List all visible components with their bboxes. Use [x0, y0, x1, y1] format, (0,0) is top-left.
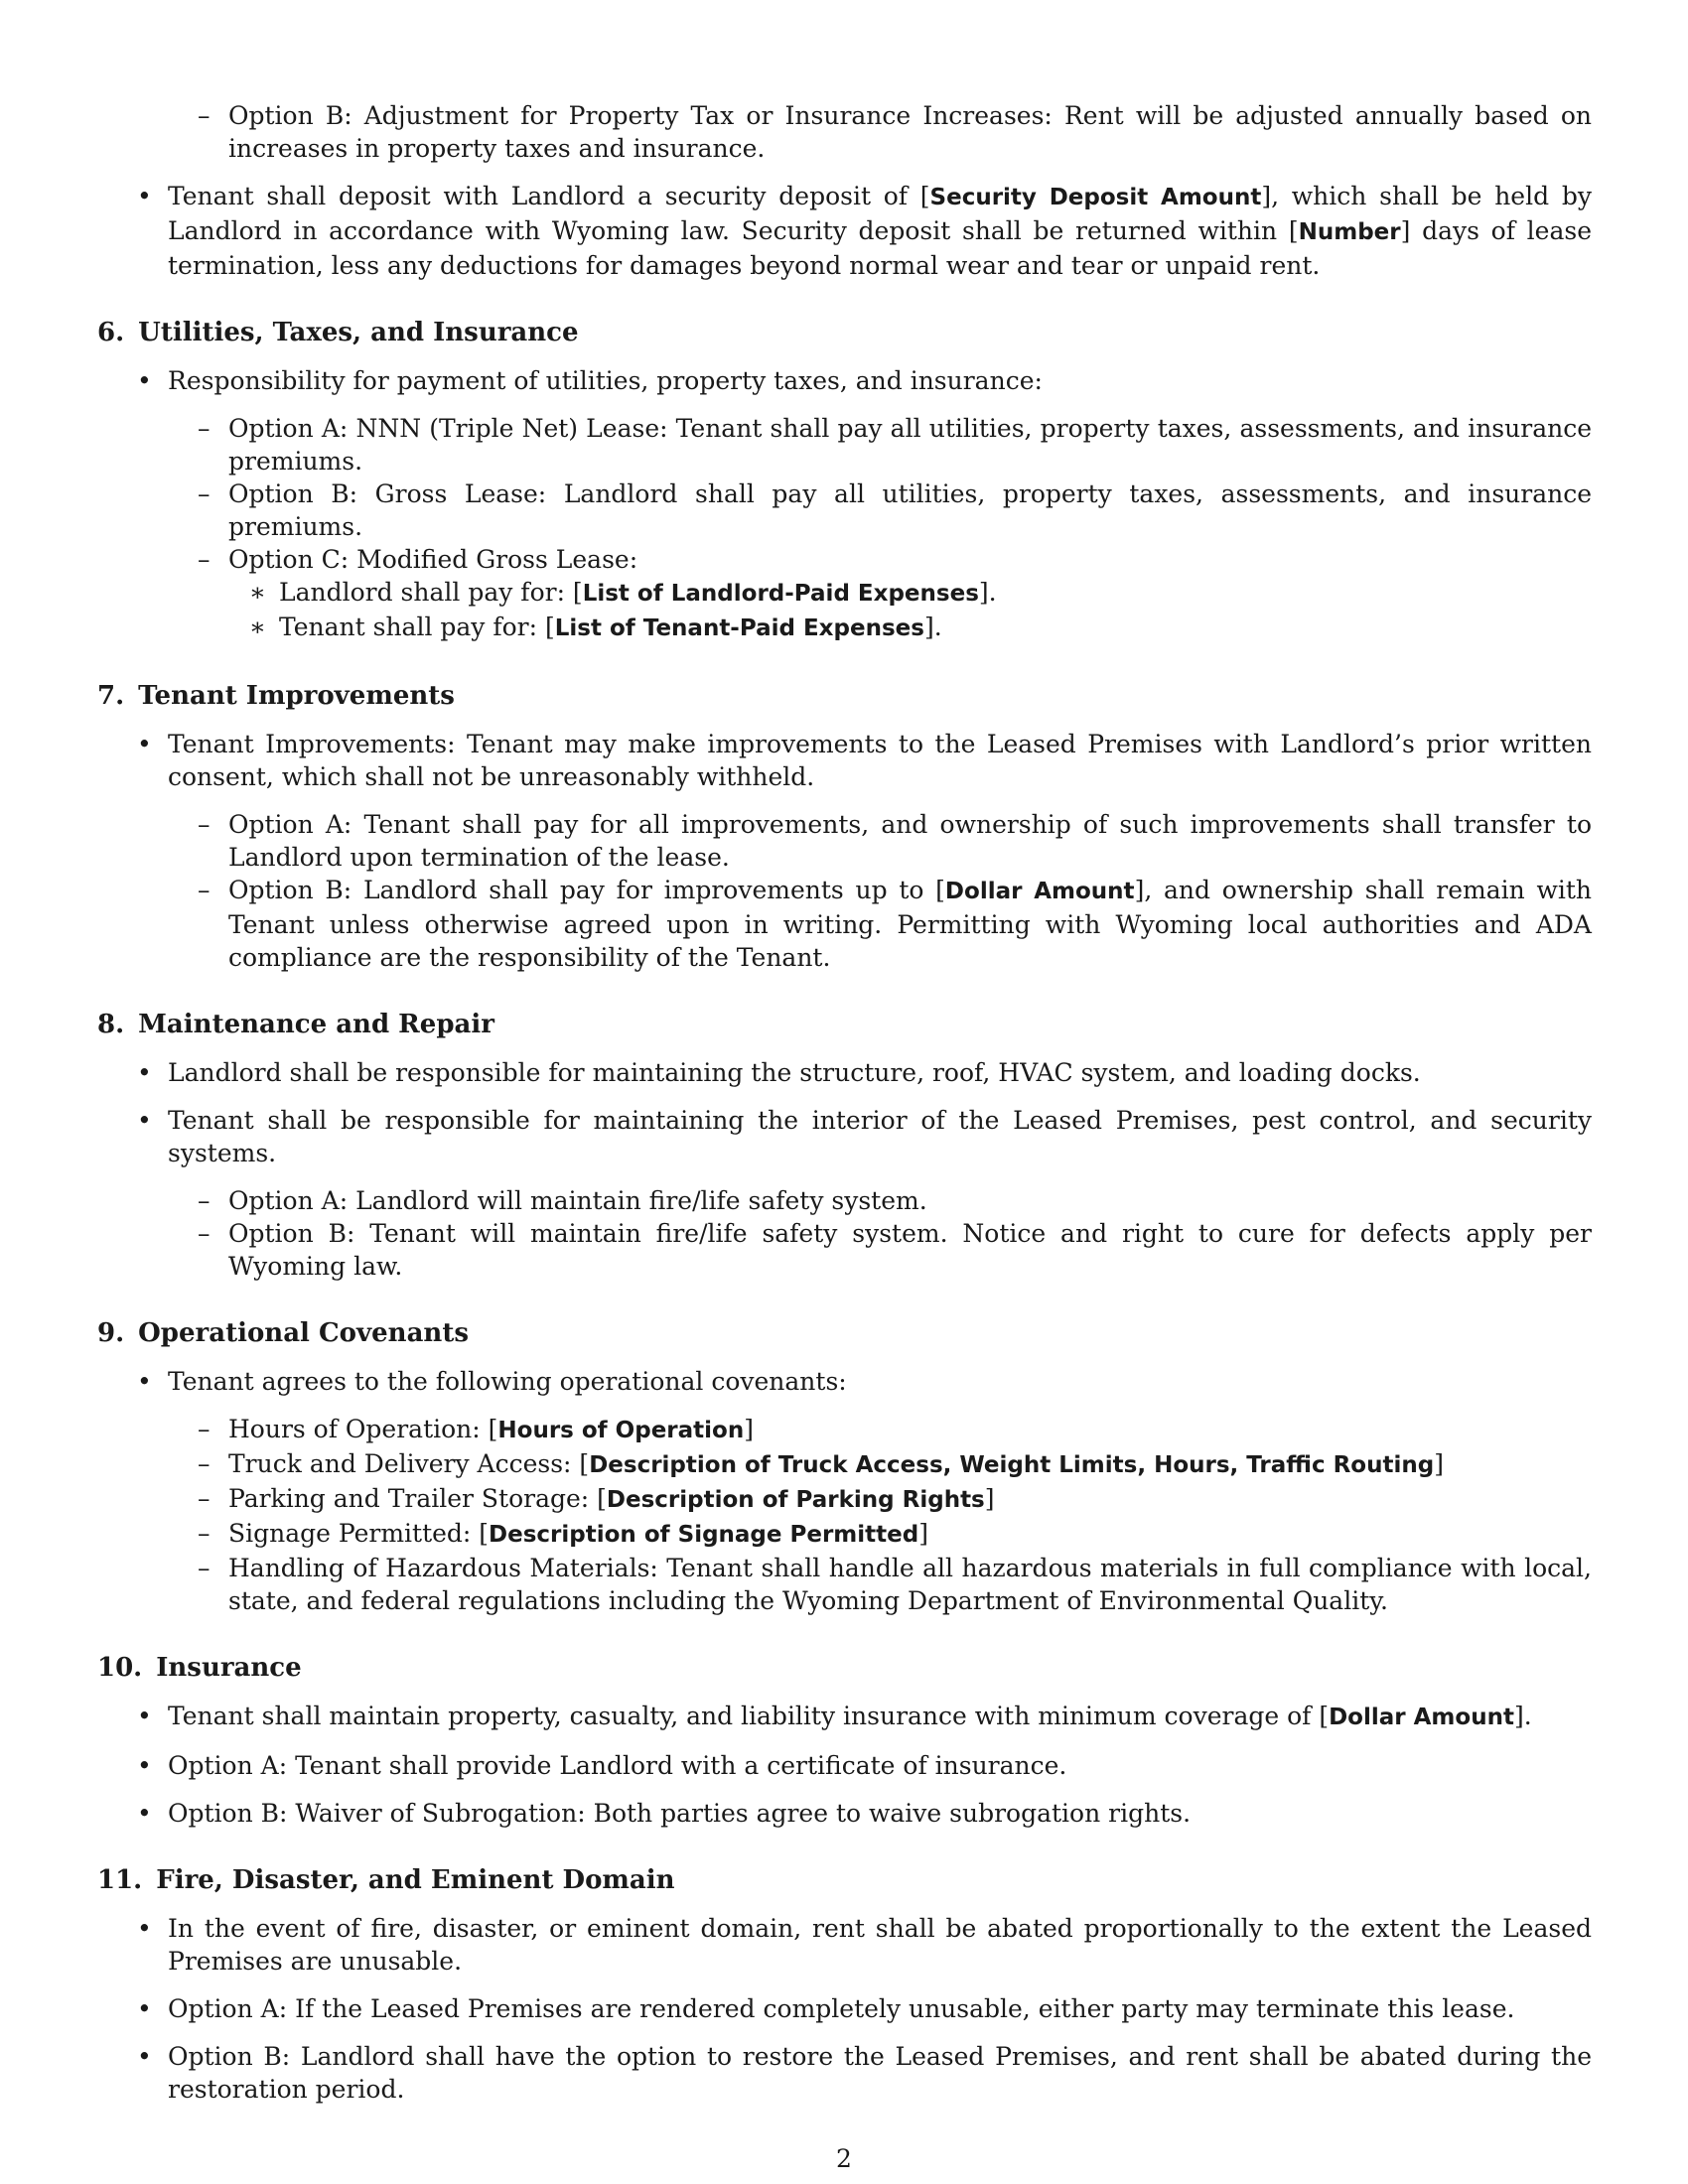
option-item: – Option C: Modified Gross Lease: — [97, 543, 1592, 576]
list-item: • Tenant shall maintain property, casualty, and liability insurance with minimum coverage of [Dollar Amount]. — [97, 1700, 1592, 1734]
document-body — [97, 99, 1592, 2140]
list-item: • Option A: Tenant shall provide Landlord with a certificate of insurance. — [97, 1749, 1592, 1782]
section-title: Maintenance and Repair — [138, 1010, 494, 1039]
option-item: – Truck and Delivery Access: [Description of Truck Access, Weight Limits, Hours, Traffic Routing] — [97, 1447, 1592, 1482]
placeholder-security-deposit-amount: Security Deposit Amount — [929, 185, 1262, 210]
placeholder-parking: Description of Parking Rights — [606, 1487, 985, 1513]
option-item: – Option B: Gross Lease: Landlord shall pay all utilities, property taxes, assessments, and insurance premiums. — [97, 478, 1592, 543]
option-item: – Option B: Landlord shall pay for improvements up to [Dollar Amount], and ownership shall remain with Tenant unless otherwise agreed upon in writing. Permitting with Wyoming local authorities and ADA compliance are the responsibility of the Tenant. — [97, 874, 1592, 974]
section-heading — [97, 1317, 1592, 1350]
section-heading — [97, 1864, 1592, 1897]
list-item: • Option A: If the Leased Premises are rendered completely unusable, either party may terminate this lease. — [97, 1992, 1592, 2025]
section-title: Tenant Improvements — [138, 681, 455, 711]
sub-option-item: ∗ Landlord shall pay for: [List of Landlord-Paid Expenses]. — [97, 576, 1592, 611]
section-11 — [97, 1864, 1592, 2106]
section-7 — [97, 680, 1592, 974]
section-6 — [97, 317, 1592, 645]
section-number: 10. — [97, 1653, 143, 1683]
list-item: • Option B: Waiver of Subrogation: Both parties agree to waive subrogation rights. — [97, 1797, 1592, 1830]
section-heading — [97, 317, 1592, 349]
section-number: 11. — [97, 1865, 143, 1895]
option-item: – Parking and Trailer Storage: [Description of Parking Rights] — [97, 1482, 1592, 1517]
placeholder-number: Number — [1298, 219, 1401, 245]
placeholder-dollar-amount: Dollar Amount — [1329, 1705, 1514, 1730]
section-5-continued — [97, 99, 1592, 282]
covenant-list — [97, 1413, 1592, 1617]
list-item: • Responsibility for payment of utilities, property taxes, and insurance: – Option A: NNN (Triple Net) Lease: Tenant shall pay all utilities, property taxes, assessments, and insurance premiums. – Option B: Gross Lease: Landlord shall pay all utilities, property taxes, assessments, and insurance premiums. – Option C: Modified Gross Lease: ∗ Landlord shall pay for: [List of Landlord-Paid Expenses]. ∗ Tenant shall pay for: [List of Tenant-Paid Expenses]. — [97, 364, 1592, 645]
rent-adjustment-options — [97, 99, 1592, 165]
rent-option-b: – Option B: Adjustment for Property Tax or Insurance Increases: Rent will be adjusted annually based on increases in property taxes and insurance. — [97, 99, 1592, 165]
section-heading — [97, 680, 1592, 713]
list-item: • Landlord shall be responsible for maintaining the structure, roof, HVAC system, and loading docks. — [97, 1056, 1592, 1089]
list-item: • Tenant Improvements: Tenant may make improvements to the Leased Premises with Landlord’s prior written consent, which shall not be unreasonably withheld. – Option A: Tenant shall pay for all improvements, and ownership of such improvements shall transfer to Landlord upon termination of the lease. – Option B: Landlord shall pay for improvements up to [Dollar Amount], and ownership shall remain with Tenant unless otherwise agreed upon in writing. Permitting with Wyoming local authorities and ADA compliance are the responsibility of the Tenant. — [97, 728, 1592, 974]
placeholder-dollar-amount: Dollar Amount — [944, 879, 1135, 904]
placeholder-signage: Description of Signage Permitted — [489, 1522, 919, 1548]
option-item: – Option A: Tenant shall pay for all improvements, and ownership of such improvements shall transfer to Landlord upon termination of the lease. — [97, 808, 1592, 874]
section-title: Operational Covenants — [138, 1318, 469, 1348]
page-number: 2 — [836, 2144, 852, 2173]
security-deposit-clause: • Tenant shall deposit with Landlord a security deposit of [Security Deposit Amount], which shall be held by Landlord in accordance with Wyoming law. Security deposit shall be returned within [Number] days of lease termination, less any deductions for damages beyond normal wear and tear or unpaid rent. — [97, 180, 1592, 282]
list-item: • Tenant agrees to the following operational covenants: – Hours of Operation: [Hours of Operation] – Truck and Delivery Access: [Description of Truck Access, Weight Limits, Hours, Traffic Routing] – Parking and Trailer Storage: [Description of Parking Rights] – Signage Permitted: [Description of Signage Permitted] – Handling of Hazardous Materials: Tenant shall handle all hazardous materials in full compliance with local, state, and federal regulations including the Wyoming Department of Environmental Quality. — [97, 1365, 1592, 1617]
section-title: Utilities, Taxes, and Insurance — [138, 318, 579, 347]
section-8 — [97, 1009, 1592, 1283]
placeholder-landlord-expenses: List of Landlord-Paid Expenses — [582, 581, 979, 607]
option-item: – Option A: Landlord will maintain fire/life safety system. — [97, 1184, 1592, 1217]
section-heading — [97, 1652, 1592, 1685]
section-number: 8. — [97, 1010, 125, 1039]
option-item: – Option A: NNN (Triple Net) Lease: Tenant shall pay all utilities, property taxes, assessments, and insurance premiums. — [97, 412, 1592, 478]
section-9 — [97, 1317, 1592, 1617]
improvement-options — [97, 808, 1592, 974]
option-item: – Hours of Operation: [Hours of Operation] — [97, 1413, 1592, 1447]
option-item: – Signage Permitted: [Description of Signage Permitted] — [97, 1517, 1592, 1552]
section-number: 7. — [97, 681, 125, 711]
placeholder-tenant-expenses: List of Tenant-Paid Expenses — [554, 615, 924, 641]
lease-type-options — [97, 412, 1592, 645]
list-item: • In the event of fire, disaster, or eminent domain, rent shall be abated proportionally to the extent the Leased Premises are unusable. — [97, 1912, 1592, 1978]
list-item: • Option B: Landlord shall have the option to restore the Leased Premises, and rent shall be abated during the restoration period. — [97, 2040, 1592, 2106]
option-item: – Handling of Hazardous Materials: Tenant shall handle all hazardous materials in full compliance with local, state, and federal regulations including the Wyoming Department of Environmental Quality. — [97, 1552, 1592, 1617]
list-item: • Tenant shall be responsible for maintaining the interior of the Leased Premises, pest control, and security systems. – Option A: Landlord will maintain fire/life safety system. – Option B: Tenant will maintain fire/life safety system. Notice and right to cure for defects apply per Wyoming law. — [97, 1104, 1592, 1283]
section-number: 9. — [97, 1318, 125, 1348]
sub-option-item: ∗ Tenant shall pay for: [List of Tenant-Paid Expenses]. — [97, 611, 1592, 645]
section-10 — [97, 1652, 1592, 1830]
section-title: Fire, Disaster, and Eminent Domain — [156, 1865, 675, 1895]
section-title: Insurance — [156, 1653, 302, 1683]
safety-system-options — [97, 1184, 1592, 1283]
option-item: – Option B: Tenant will maintain fire/life safety system. Notice and right to cure for defects apply per Wyoming law. — [97, 1217, 1592, 1283]
placeholder-truck-access: Description of Truck Access, Weight Limits, Hours, Traffic Routing — [589, 1452, 1435, 1478]
section-heading — [97, 1009, 1592, 1041]
placeholder-hours: Hours of Operation — [497, 1418, 745, 1443]
section-number: 6. — [97, 318, 125, 347]
